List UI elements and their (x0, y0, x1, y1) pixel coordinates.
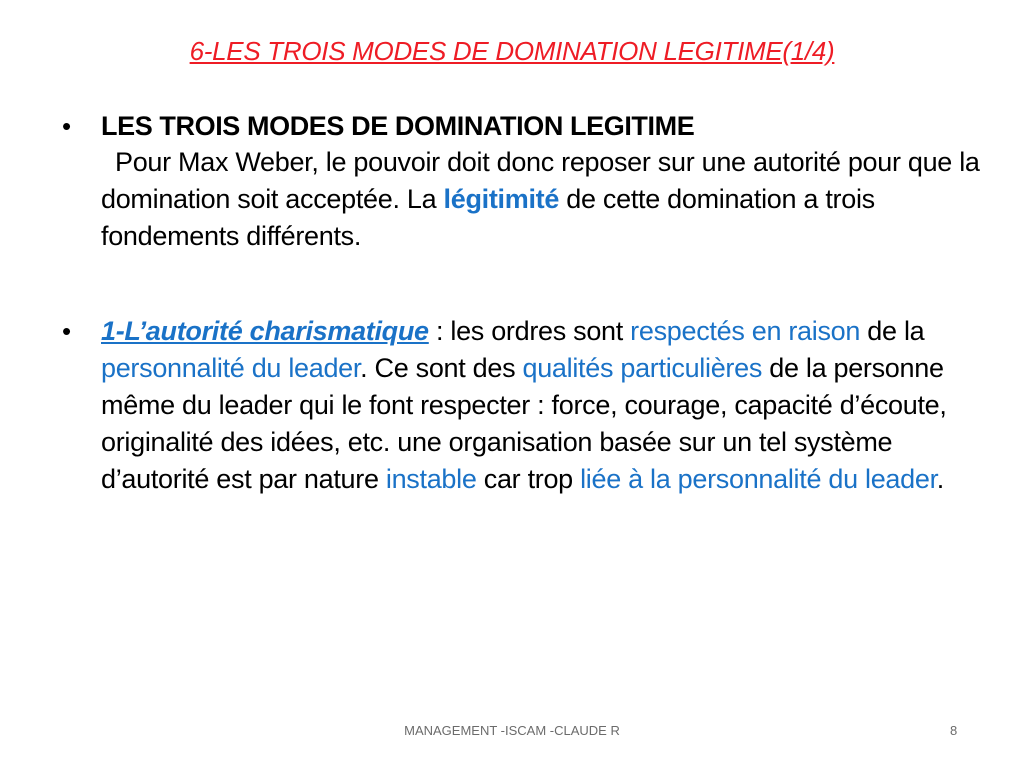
slide-footer: MANAGEMENT -ISCAM -CLAUDE R (404, 723, 620, 738)
bullet-item-charismatique (62, 313, 982, 498)
slide-content (62, 108, 982, 498)
highlight-respectes: respectés en raison (630, 316, 861, 346)
text-segment: . Ce sont des (360, 353, 523, 383)
text-segment: Pour Max Weber, le pouvoir doit donc reposer sur une autorité pour que la domination soit acceptée. La (101, 147, 980, 214)
bullet-item-modes (62, 108, 982, 255)
text-segment: de cette domination a trois fondements différents. (101, 184, 875, 251)
page-number: 8 (950, 723, 958, 738)
text-segment: : les ordres sont (428, 316, 631, 346)
text-segment: car trop (476, 464, 581, 494)
highlight-liee: liée à la personnalité du leader (580, 464, 937, 494)
slide-title: 6-LES TROIS MODES DE DOMINATION LEGITIME(1/4) (189, 36, 835, 66)
text-segment: . (936, 464, 944, 494)
highlight-personnalite: personnalité du leader (101, 353, 361, 383)
bullet-paragraph-charismatique (101, 313, 982, 498)
highlight-qualites: qualités particulières (522, 353, 763, 383)
term-autorite-charismatique: 1-L’autorité charismatique (101, 316, 429, 346)
bullet-marker: • (62, 111, 72, 141)
text-segment: de la personne même du leader qui le font respecter : force, courage, capacité d’écoute, originalité des idées, etc. une organisation basée sur un tel système d’autorité est par nature (101, 353, 947, 494)
highlight-legitimite: légitimité (443, 184, 560, 214)
bullet-paragraph-weber (101, 144, 982, 255)
text-segment: de la (860, 316, 925, 346)
highlight-instable: instable (385, 464, 477, 494)
bullet-marker: • (62, 316, 72, 346)
bullet-heading: LES TROIS MODES DE DOMINATION LEGITIME (101, 111, 695, 141)
